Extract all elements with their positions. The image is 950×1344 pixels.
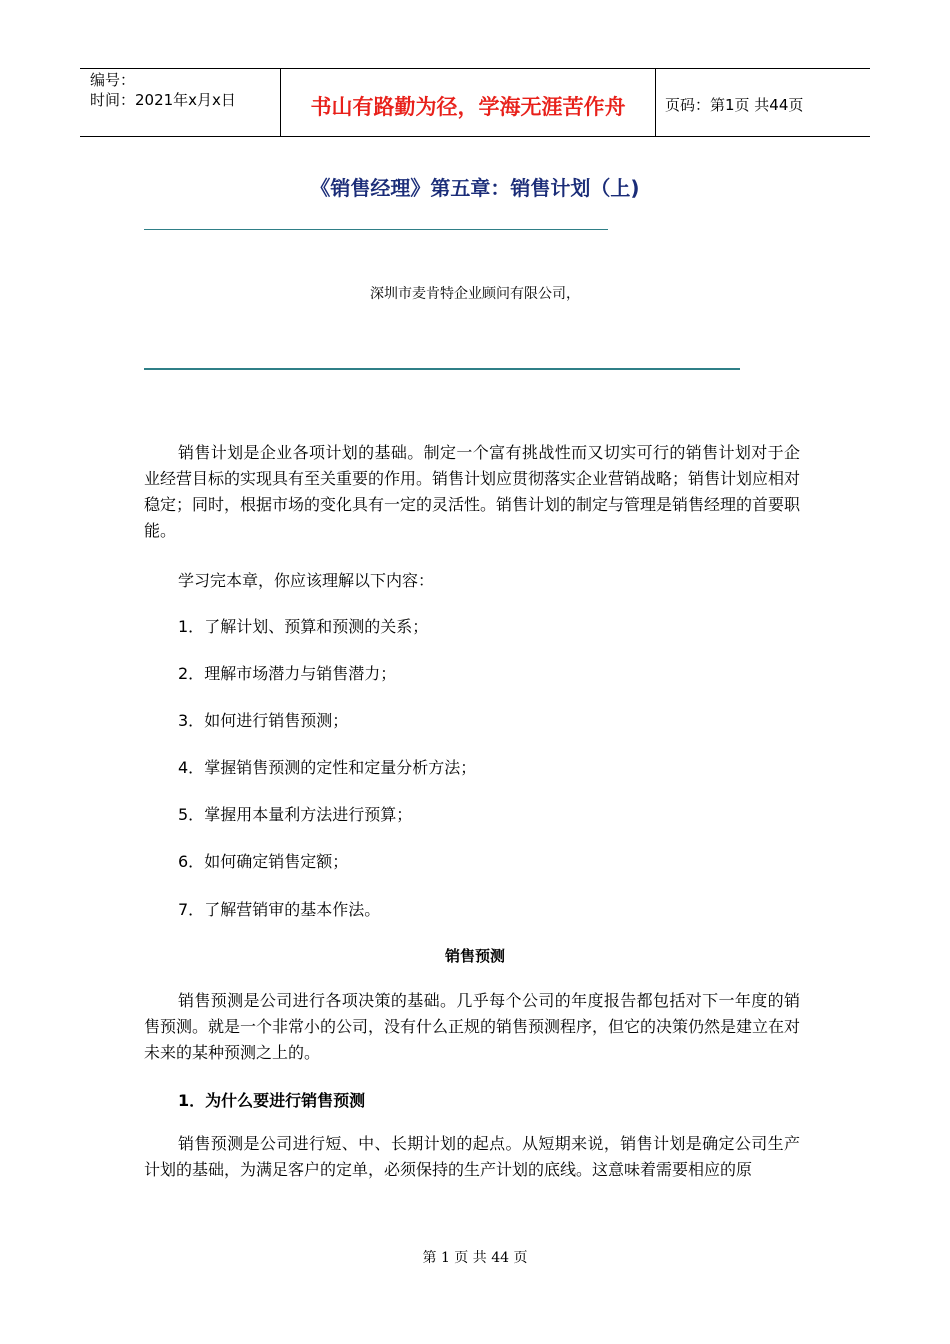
objective-item <box>178 614 428 637</box>
objective-text: 了解计划、预算和预测的关系； <box>204 617 429 636</box>
page-code: 页码：第1页 共44页 <box>665 96 804 114</box>
motto-text: 书山有路勤为径，学海无涯苦作舟 <box>310 95 626 119</box>
objective-text: 了解营销审的基本作法。 <box>204 900 381 919</box>
objective-item <box>178 755 476 778</box>
subsection-paragraph: 销售预测是公司进行短、中、长期计划的起点。从短期来说，销售计划是确定公司生产计划的基础，为满足客户的定单，必须保持的生产计划的底线。这意味着需要相应的原 <box>144 1134 800 1179</box>
objective-text: 掌握用本量利方法进行预算； <box>204 805 413 824</box>
objective-text: 如何确定销售定额； <box>204 852 349 871</box>
company-divider <box>144 368 740 370</box>
page-header <box>80 68 870 137</box>
objective-item <box>178 897 380 920</box>
objective-number: 5． <box>178 805 205 824</box>
date-label: 时间：2021年x月x日 <box>90 91 236 109</box>
objective-item <box>178 802 412 825</box>
objective-number: 3． <box>178 711 205 730</box>
company-name: 深圳市麦肯特企业顾问有限公司， <box>370 286 580 302</box>
objective-number: 1． <box>178 617 205 636</box>
section-paragraph: 销售预测是公司进行各项决策的基础。几乎每个公司的年度报告都包括对下一年度的销售预测。就是一个非常小的公司，没有什么正规的销售预测程序，但它的决策仍然是建立在对未来的某种预测之上的。 <box>144 991 801 1062</box>
learn-intro: 学习完本章，你应该理解以下内容： <box>178 571 435 590</box>
header-meta-cell <box>80 69 280 136</box>
subsection-heading: 1．为什么要进行销售预测 <box>178 1091 366 1110</box>
header-page-cell <box>655 69 870 136</box>
header-motto-cell <box>280 69 656 136</box>
objective-number: 4． <box>178 758 205 777</box>
section-heading: 销售预测 <box>444 947 505 965</box>
intro-paragraph: 销售计划是企业各项计划的基础。制定一个富有挑战性而又切实可行的销售计划对于企业经营目标的实现具有至关重要的作用。销售计划应贯彻落实企业营销战略；销售计划应相对稳定；同时，根据市场的变化具有一定的灵活性。销售计划的制定与管理是销售经理的首要职能。 <box>144 443 801 540</box>
objective-text: 如何进行销售预测； <box>204 711 349 730</box>
objective-text: 掌握销售预测的定性和定量分析方法； <box>204 758 477 777</box>
number-label: 编号： <box>90 71 136 89</box>
title-divider <box>144 229 608 230</box>
objective-number: 2． <box>178 664 205 683</box>
objective-number: 6． <box>178 852 205 871</box>
objective-text: 理解市场潜力与销售潜力； <box>204 664 397 683</box>
objective-item <box>178 708 348 731</box>
objective-number: 7． <box>178 900 205 919</box>
document-title: 《销售经理》第五章：销售计划（上) <box>310 176 640 200</box>
objective-item <box>178 849 348 872</box>
page-footer: 第 1 页 共 44 页 <box>422 1250 528 1266</box>
objective-item <box>178 661 396 684</box>
